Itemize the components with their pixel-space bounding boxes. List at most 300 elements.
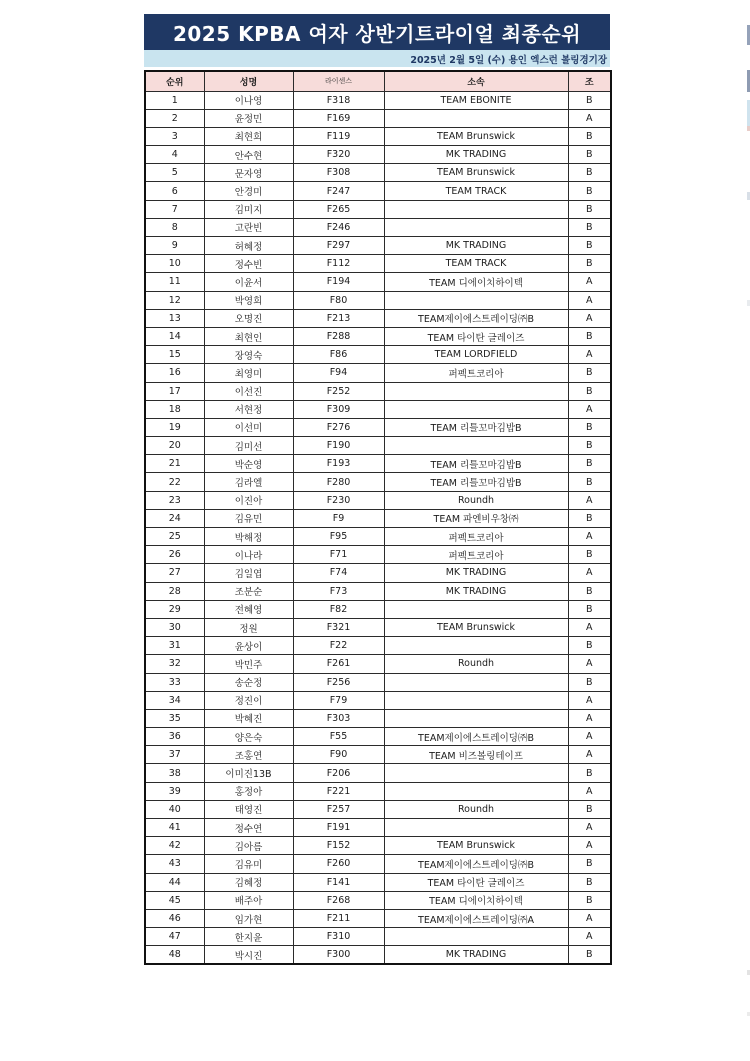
rank-cell: 20 <box>145 437 204 455</box>
table-row <box>145 382 611 400</box>
group-cell: B <box>568 418 611 436</box>
table-row <box>145 455 611 473</box>
table-row <box>145 928 611 946</box>
column-header-affiliation: 소속 <box>384 71 568 91</box>
name-cell: 조홍연 <box>204 746 293 764</box>
table-row <box>145 418 611 436</box>
rank-cell: 24 <box>145 509 204 527</box>
name-cell: 박혜진 <box>204 709 293 727</box>
page-title-text: 2025 KPBA 여자 상반기트라이얼 최종순위 <box>172 21 582 46</box>
event-date-location <box>144 50 610 67</box>
ranking-sheet <box>144 14 610 965</box>
group-cell: B <box>568 382 611 400</box>
group-cell: A <box>568 709 611 727</box>
name-cell: 태영진 <box>204 800 293 818</box>
rank-cell: 35 <box>145 709 204 727</box>
affiliation-cell: MK TRADING <box>384 146 568 164</box>
table-row <box>145 509 611 527</box>
affiliation-cell: MK TRADING <box>384 564 568 582</box>
name-cell: 김미선 <box>204 437 293 455</box>
table-row <box>145 600 611 618</box>
table-row <box>145 491 611 509</box>
license-cell: F221 <box>293 782 384 800</box>
rank-cell: 12 <box>145 291 204 309</box>
rank-cell: 5 <box>145 164 204 182</box>
name-cell: 김유미 <box>204 855 293 873</box>
rank-cell: 44 <box>145 873 204 891</box>
name-cell: 안수현 <box>204 146 293 164</box>
rank-cell: 14 <box>145 327 204 345</box>
affiliation-cell: 퍼펙트코리아 <box>384 528 568 546</box>
table-row <box>145 127 611 145</box>
affiliation-cell: MK TRADING <box>384 946 568 964</box>
name-cell: 안경미 <box>204 182 293 200</box>
group-cell: A <box>568 837 611 855</box>
affiliation-cell: TEAM Brunswick <box>384 127 568 145</box>
affiliation-cell <box>384 691 568 709</box>
license-cell: F73 <box>293 582 384 600</box>
rank-cell: 30 <box>145 618 204 636</box>
affiliation-cell: TEAM Brunswick <box>384 164 568 182</box>
table-row <box>145 855 611 873</box>
table-row <box>145 782 611 800</box>
group-cell: B <box>568 673 611 691</box>
rank-cell: 34 <box>145 691 204 709</box>
name-cell: 홍정아 <box>204 782 293 800</box>
name-cell: 장영숙 <box>204 346 293 364</box>
affiliation-cell: TEAM제이에스트레이딩㈜B <box>384 728 568 746</box>
table-row <box>145 255 611 273</box>
group-cell: A <box>568 909 611 927</box>
group-cell: B <box>568 182 611 200</box>
table-row <box>145 346 611 364</box>
name-cell: 김아름 <box>204 837 293 855</box>
name-cell: 임가현 <box>204 909 293 927</box>
rank-cell: 23 <box>145 491 204 509</box>
group-cell: B <box>568 127 611 145</box>
table-row <box>145 837 611 855</box>
table-row <box>145 746 611 764</box>
table-row <box>145 91 611 109</box>
table-row <box>145 109 611 127</box>
affiliation-cell: TEAM Brunswick <box>384 618 568 636</box>
table-row <box>145 273 611 291</box>
license-cell: F79 <box>293 691 384 709</box>
affiliation-cell <box>384 709 568 727</box>
group-cell: B <box>568 873 611 891</box>
license-cell: F310 <box>293 928 384 946</box>
name-cell: 정진이 <box>204 691 293 709</box>
group-cell: A <box>568 564 611 582</box>
license-cell: F246 <box>293 218 384 236</box>
name-cell: 정수빈 <box>204 255 293 273</box>
affiliation-cell <box>384 291 568 309</box>
license-cell: F112 <box>293 255 384 273</box>
license-cell: F247 <box>293 182 384 200</box>
group-cell: A <box>568 782 611 800</box>
affiliation-cell: TEAM LORDFIELD <box>384 346 568 364</box>
group-cell: A <box>568 528 611 546</box>
rank-cell: 41 <box>145 819 204 837</box>
affiliation-cell: TEAM제이에스트레이딩㈜A <box>384 909 568 927</box>
affiliation-cell: TEAM 타이탄 글레이즈 <box>384 327 568 345</box>
rank-cell: 18 <box>145 400 204 418</box>
group-cell: B <box>568 637 611 655</box>
license-cell: F55 <box>293 728 384 746</box>
table-row <box>145 728 611 746</box>
group-cell: A <box>568 746 611 764</box>
affiliation-cell <box>384 928 568 946</box>
rank-cell: 46 <box>145 909 204 927</box>
license-cell: F300 <box>293 946 384 964</box>
rank-cell: 39 <box>145 782 204 800</box>
rank-cell: 8 <box>145 218 204 236</box>
column-header-name: 성명 <box>204 71 293 91</box>
license-cell: F94 <box>293 364 384 382</box>
table-row <box>145 873 611 891</box>
license-cell: F297 <box>293 237 384 255</box>
table-row <box>145 709 611 727</box>
group-cell: B <box>568 855 611 873</box>
license-cell: F268 <box>293 891 384 909</box>
affiliation-cell: 퍼펙트코리아 <box>384 364 568 382</box>
table-row <box>145 309 611 327</box>
table-row <box>145 437 611 455</box>
name-cell: 고란빈 <box>204 218 293 236</box>
name-cell: 양은숙 <box>204 728 293 746</box>
group-cell: A <box>568 691 611 709</box>
rank-cell: 15 <box>145 346 204 364</box>
table-row <box>145 528 611 546</box>
rank-cell: 47 <box>145 928 204 946</box>
affiliation-cell <box>384 764 568 782</box>
rank-cell: 31 <box>145 637 204 655</box>
rank-cell: 21 <box>145 455 204 473</box>
license-cell: F318 <box>293 91 384 109</box>
group-cell: B <box>568 218 611 236</box>
affiliation-cell <box>384 819 568 837</box>
table-row <box>145 800 611 818</box>
name-cell: 윤상이 <box>204 637 293 655</box>
group-cell: B <box>568 200 611 218</box>
license-cell: F321 <box>293 618 384 636</box>
rank-cell: 9 <box>145 237 204 255</box>
group-cell: B <box>568 327 611 345</box>
group-cell: B <box>568 455 611 473</box>
group-cell: B <box>568 946 611 964</box>
license-cell: F193 <box>293 455 384 473</box>
table-row <box>145 655 611 673</box>
name-cell: 박순영 <box>204 455 293 473</box>
rank-cell: 42 <box>145 837 204 855</box>
affiliation-cell: TEAM 타이탄 글레이즈 <box>384 873 568 891</box>
group-cell: A <box>568 109 611 127</box>
affiliation-cell: TEAM EBONITE <box>384 91 568 109</box>
group-cell: B <box>568 764 611 782</box>
table-row <box>145 164 611 182</box>
rank-cell: 45 <box>145 891 204 909</box>
rank-cell: 1 <box>145 91 204 109</box>
license-cell: F86 <box>293 346 384 364</box>
rank-cell: 37 <box>145 746 204 764</box>
rank-cell: 22 <box>145 473 204 491</box>
license-cell: F257 <box>293 800 384 818</box>
page-title <box>144 14 610 50</box>
name-cell: 이진아 <box>204 491 293 509</box>
affiliation-cell: TEAM제이에스트레이딩㈜B <box>384 855 568 873</box>
name-cell: 박해정 <box>204 528 293 546</box>
table-row <box>145 637 611 655</box>
license-cell: F169 <box>293 109 384 127</box>
license-cell: F191 <box>293 819 384 837</box>
affiliation-cell: TEAM제이에스트레이딩㈜B <box>384 309 568 327</box>
affiliation-cell <box>384 200 568 218</box>
affiliation-cell <box>384 109 568 127</box>
table-row <box>145 691 611 709</box>
affiliation-cell: TEAM 디에이치하이텍 <box>384 273 568 291</box>
affiliation-cell <box>384 600 568 618</box>
name-cell: 김혜정 <box>204 873 293 891</box>
table-row <box>145 327 611 345</box>
affiliation-cell: MK TRADING <box>384 582 568 600</box>
group-cell: A <box>568 728 611 746</box>
column-header-rank: 순위 <box>145 71 204 91</box>
column-header-group: 조 <box>568 71 611 91</box>
affiliation-cell: TEAM TRACK <box>384 182 568 200</box>
name-cell: 이나라 <box>204 546 293 564</box>
rank-cell: 4 <box>145 146 204 164</box>
group-cell: A <box>568 491 611 509</box>
license-cell: F95 <box>293 528 384 546</box>
table-row <box>145 946 611 964</box>
affiliation-cell: TEAM 디에이치하이텍 <box>384 891 568 909</box>
group-cell: A <box>568 309 611 327</box>
name-cell: 이나영 <box>204 91 293 109</box>
name-cell: 이선진 <box>204 382 293 400</box>
rank-cell: 28 <box>145 582 204 600</box>
table-row <box>145 618 611 636</box>
group-cell: A <box>568 273 611 291</box>
group-cell: B <box>568 437 611 455</box>
license-cell: F194 <box>293 273 384 291</box>
rank-cell: 19 <box>145 418 204 436</box>
group-cell: B <box>568 891 611 909</box>
group-cell: A <box>568 618 611 636</box>
license-cell: F320 <box>293 146 384 164</box>
name-cell: 허혜정 <box>204 237 293 255</box>
affiliation-cell <box>384 437 568 455</box>
group-cell: A <box>568 819 611 837</box>
rank-cell: 7 <box>145 200 204 218</box>
rank-cell: 17 <box>145 382 204 400</box>
table-body <box>145 91 611 964</box>
table-row <box>145 364 611 382</box>
license-cell: F74 <box>293 564 384 582</box>
license-cell: F308 <box>293 164 384 182</box>
name-cell: 최현희 <box>204 127 293 145</box>
group-cell: B <box>568 164 611 182</box>
table-row <box>145 146 611 164</box>
group-cell: B <box>568 546 611 564</box>
group-cell: B <box>568 600 611 618</box>
group-cell: A <box>568 928 611 946</box>
affiliation-cell <box>384 673 568 691</box>
column-header-license: 라이센스 <box>293 71 384 91</box>
event-date-location-text: 2025년 2월 5일 (수) 용인 엑스런 볼링경기장 <box>410 54 607 66</box>
ranking-table <box>144 70 612 965</box>
table-row <box>145 582 611 600</box>
group-cell: B <box>568 364 611 382</box>
name-cell: 서현정 <box>204 400 293 418</box>
license-cell: F71 <box>293 546 384 564</box>
name-cell: 윤정민 <box>204 109 293 127</box>
affiliation-cell: Roundh <box>384 491 568 509</box>
license-cell: F252 <box>293 382 384 400</box>
license-cell: F9 <box>293 509 384 527</box>
name-cell: 김일엽 <box>204 564 293 582</box>
name-cell: 박영희 <box>204 291 293 309</box>
affiliation-cell: TEAM 리틀꼬마김밥B <box>384 455 568 473</box>
group-cell: B <box>568 800 611 818</box>
license-cell: F141 <box>293 873 384 891</box>
affiliation-cell: MK TRADING <box>384 237 568 255</box>
affiliation-cell: TEAM 비즈볼링테이프 <box>384 746 568 764</box>
table-row <box>145 237 611 255</box>
name-cell: 조분순 <box>204 582 293 600</box>
group-cell: B <box>568 255 611 273</box>
name-cell: 김미지 <box>204 200 293 218</box>
affiliation-cell <box>384 637 568 655</box>
license-cell: F276 <box>293 418 384 436</box>
license-cell: F261 <box>293 655 384 673</box>
rank-cell: 25 <box>145 528 204 546</box>
name-cell: 이미진13B <box>204 764 293 782</box>
name-cell: 한지윤 <box>204 928 293 946</box>
table-row <box>145 200 611 218</box>
name-cell: 정수연 <box>204 819 293 837</box>
affiliation-cell: TEAM 리틀꼬마김밥B <box>384 473 568 491</box>
group-cell: B <box>568 237 611 255</box>
rank-cell: 29 <box>145 600 204 618</box>
license-cell: F190 <box>293 437 384 455</box>
rank-cell: 33 <box>145 673 204 691</box>
affiliation-cell <box>384 782 568 800</box>
table-row <box>145 218 611 236</box>
license-cell: F303 <box>293 709 384 727</box>
group-cell: B <box>568 91 611 109</box>
affiliation-cell: TEAM TRACK <box>384 255 568 273</box>
affiliation-cell: TEAM 파엔비우창㈜ <box>384 509 568 527</box>
name-cell: 전혜영 <box>204 600 293 618</box>
rank-cell: 6 <box>145 182 204 200</box>
affiliation-cell: Roundh <box>384 655 568 673</box>
license-cell: F280 <box>293 473 384 491</box>
name-cell: 최영미 <box>204 364 293 382</box>
rank-cell: 26 <box>145 546 204 564</box>
table-row <box>145 400 611 418</box>
name-cell: 최현인 <box>204 327 293 345</box>
license-cell: F206 <box>293 764 384 782</box>
affiliation-cell: Roundh <box>384 800 568 818</box>
affiliation-cell <box>384 218 568 236</box>
rank-cell: 32 <box>145 655 204 673</box>
name-cell: 문자영 <box>204 164 293 182</box>
group-cell: A <box>568 346 611 364</box>
rank-cell: 11 <box>145 273 204 291</box>
rank-cell: 27 <box>145 564 204 582</box>
name-cell: 송순정 <box>204 673 293 691</box>
license-cell: F309 <box>293 400 384 418</box>
group-cell: A <box>568 400 611 418</box>
rank-cell: 16 <box>145 364 204 382</box>
license-cell: F152 <box>293 837 384 855</box>
table-row <box>145 473 611 491</box>
table-row <box>145 182 611 200</box>
rank-cell: 36 <box>145 728 204 746</box>
rank-cell: 40 <box>145 800 204 818</box>
rank-cell: 3 <box>145 127 204 145</box>
affiliation-cell: 퍼펙트코리아 <box>384 546 568 564</box>
name-cell: 김유민 <box>204 509 293 527</box>
license-cell: F80 <box>293 291 384 309</box>
rank-cell: 38 <box>145 764 204 782</box>
name-cell: 배주아 <box>204 891 293 909</box>
license-cell: F230 <box>293 491 384 509</box>
table-row <box>145 909 611 927</box>
license-cell: F22 <box>293 637 384 655</box>
table-row <box>145 673 611 691</box>
group-cell: B <box>568 146 611 164</box>
table-row <box>145 891 611 909</box>
table-row <box>145 764 611 782</box>
license-cell: F213 <box>293 309 384 327</box>
license-cell: F82 <box>293 600 384 618</box>
license-cell: F260 <box>293 855 384 873</box>
license-cell: F211 <box>293 909 384 927</box>
rank-cell: 10 <box>145 255 204 273</box>
rank-cell: 2 <box>145 109 204 127</box>
group-cell: B <box>568 473 611 491</box>
table-row <box>145 564 611 582</box>
table-row <box>145 291 611 309</box>
license-cell: F90 <box>293 746 384 764</box>
name-cell: 박시진 <box>204 946 293 964</box>
group-cell: B <box>568 509 611 527</box>
table-row <box>145 819 611 837</box>
table-row <box>145 546 611 564</box>
name-cell: 이윤서 <box>204 273 293 291</box>
license-cell: F265 <box>293 200 384 218</box>
name-cell: 이선미 <box>204 418 293 436</box>
name-cell: 김라엘 <box>204 473 293 491</box>
affiliation-cell: TEAM Brunswick <box>384 837 568 855</box>
name-cell: 정원 <box>204 618 293 636</box>
name-cell: 박민주 <box>204 655 293 673</box>
rank-cell: 13 <box>145 309 204 327</box>
license-cell: F119 <box>293 127 384 145</box>
affiliation-cell <box>384 400 568 418</box>
table-header-row <box>145 71 611 91</box>
affiliation-cell: TEAM 리틀꼬마김밥B <box>384 418 568 436</box>
license-cell: F256 <box>293 673 384 691</box>
rank-cell: 48 <box>145 946 204 964</box>
group-cell: B <box>568 582 611 600</box>
license-cell: F288 <box>293 327 384 345</box>
name-cell: 오명진 <box>204 309 293 327</box>
affiliation-cell <box>384 382 568 400</box>
group-cell: A <box>568 291 611 309</box>
group-cell: A <box>568 655 611 673</box>
